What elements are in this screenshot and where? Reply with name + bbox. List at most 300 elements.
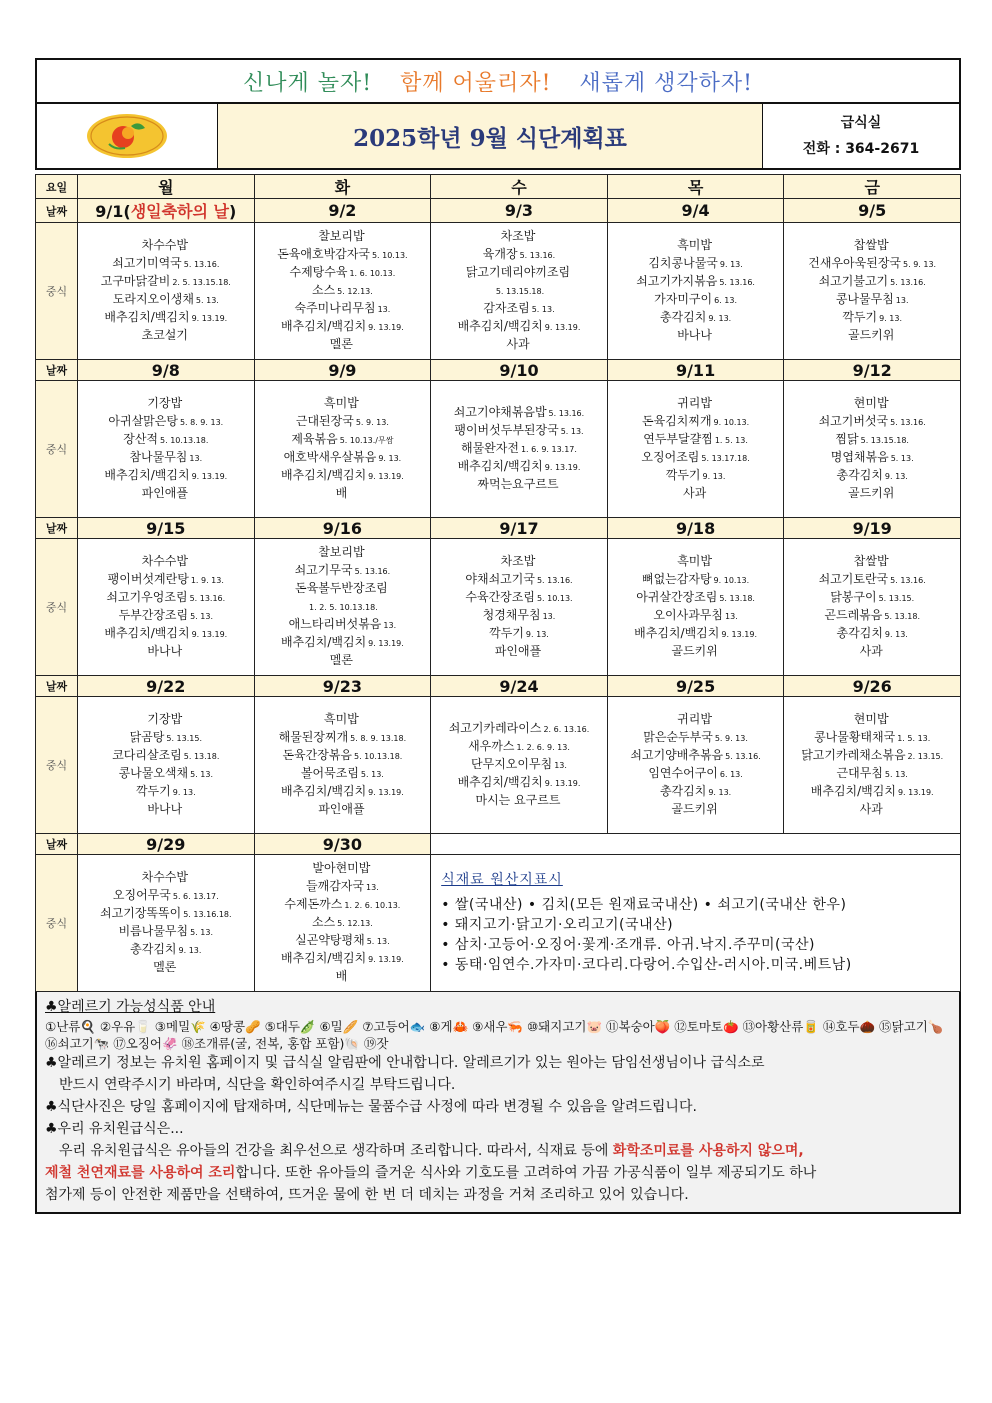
day-thu: 목 [607, 175, 784, 199]
allergy-code: 9. 13. [879, 314, 903, 323]
allergy-code: 5. 12.13. [337, 287, 373, 296]
empty-cell [431, 834, 961, 855]
meal-row [36, 381, 961, 518]
menu-item: 배추김치/백김치 9. 13.19. [280, 784, 404, 798]
allergy-code: 5. 13.16.18. [183, 910, 232, 919]
meal-label: 중식 [36, 223, 78, 360]
day-wed: 수 [431, 175, 608, 199]
date-cell: 9/23 [254, 676, 431, 697]
menu-item: 수제탕수육 1. 6. 10.13. [289, 265, 396, 279]
menu-item: 쇠고기미역국 5. 13.16. [112, 256, 220, 270]
menu-item: 오징어무국 5. 6. 13.17. [112, 888, 219, 902]
allergy-code: 5. 13.16. [890, 278, 926, 287]
menu-item: 배추김치/백김치 9. 13.19. [280, 468, 404, 482]
allergy-info-1: ♣알레르기 정보는 유치원 홈페이지 및 급식실 알림판에 안내합니다. 알레르기가 있는 원아는 담임선생님이나 급식소로 [45, 1055, 765, 1071]
our-meal-text-3: 첨가제 등이 안전한 제품만을 선택하여, 뜨거운 물에 한 번 더 데치는 과정을 거쳐 조리하고 있어 있습니다. [45, 1187, 689, 1203]
allergy-code: 1. 6. 9. 13.17. [520, 445, 577, 454]
menu-item: 기장밥 [147, 712, 183, 726]
menu-item: 쇠고기카레라이스 2. 6. 13.16. [448, 721, 590, 735]
menu-item: 해물완자전 1. 6. 9. 13.17. [461, 441, 577, 455]
contact-info [763, 104, 959, 168]
birthday-highlight: 생일축하의 날 [130, 202, 229, 221]
date-row [36, 199, 961, 223]
allergy-info-2: 반드시 연락주시기 바라며, 식단을 확인하여주시길 부탁드립니다. [59, 1077, 456, 1093]
menu-item: 배추김치/백김치 9. 13.19. [280, 319, 404, 333]
allergy-code: 5. 10.13.18. [354, 752, 403, 761]
meal-cell [784, 381, 961, 518]
allergy-code: 5. 13.16. [189, 594, 226, 603]
menu-item: 실곤약탕평채 5. 13. [295, 933, 390, 947]
allergy-code: 5. 9. 13. [355, 418, 389, 427]
allergy-code: 13. [383, 621, 397, 630]
header [35, 104, 961, 170]
allergy-code: 5. 13.18. [719, 594, 755, 603]
date-row [36, 676, 961, 697]
meal-cell [784, 223, 961, 360]
menu-item: 근대무침 5. 13. [836, 766, 908, 780]
menu-item: 쇠고기우엉조림 5. 13.16. [106, 590, 226, 604]
meal-cell [254, 855, 431, 992]
menu-item: 차수수밥 [141, 238, 188, 252]
menu-item: 현미밥 [853, 396, 889, 410]
allergy-code: 9. 13. [884, 630, 908, 639]
allergy-code: 5. 10.13. [536, 594, 573, 603]
meal-label: 중식 [36, 381, 78, 518]
menu-item: 사과 [506, 337, 530, 351]
allergy-code: 1. 5. 13. [714, 436, 748, 445]
allergy-code: 5. 13. [195, 296, 219, 305]
menu-item: 아귀살맑은탕 5. 8. 9. 13. [108, 414, 224, 428]
menu-item: 차조밥 [500, 554, 536, 568]
allergy-code: 9. 13. [378, 454, 402, 463]
meal-cell [607, 697, 784, 834]
menu-item: 닭곰탕 5. 13.15. [129, 730, 202, 744]
menu-item: 흑미밥 [324, 396, 359, 410]
menu-item: 근대된장국 5. 9. 13. [295, 414, 389, 428]
menu-item: 콩나물황태채국 1. 5. 13. [814, 730, 931, 744]
origin-line: • 삼치·고등어·오징어·꽃게·조개류. 아귀.낙지.주꾸미(국산) [441, 937, 815, 953]
menu-item: 야채쇠고기국 5. 13.16. [465, 572, 573, 586]
allergy-code: 13. [724, 612, 738, 621]
menu-item: 소스 5. 12.13. [311, 915, 373, 929]
menu-item: 배추김치/백김치 9. 13.19. [457, 319, 581, 333]
date-cell: 9/22 [78, 676, 255, 697]
menu-item: 깍두기 9. 13. [842, 310, 903, 324]
meal-cell [607, 539, 784, 676]
day-tue: 화 [254, 175, 431, 199]
menu-item: 사과 [682, 486, 707, 500]
menu-item: 팽이버섯계란탕 1. 9. 13. [107, 572, 224, 586]
allergy-code: 5. 13. [890, 454, 914, 463]
date-cell: 9/17 [431, 518, 608, 539]
meal-cell [431, 539, 608, 676]
meal-label: 중식 [36, 855, 78, 992]
menu-item: 연두부달걀찜 1. 5. 13. [643, 432, 748, 446]
menu-item: 제육볶음 5. 10.13./무쌈 [291, 432, 394, 446]
date-cell: 9/3 [431, 199, 608, 223]
menu-item: 골드키위 [671, 802, 718, 816]
date-cell: 9/29 [78, 834, 255, 855]
allergy-code: 13. [189, 454, 203, 463]
date-cell: 9/25 [607, 676, 784, 697]
slogan-1: 신나게 놀자! [242, 70, 373, 96]
allergy-code: 5. 13.16. [725, 752, 761, 761]
allergy-code: 5. 13.16. [354, 567, 391, 576]
allergy-code: 5. 13.15. [878, 594, 915, 603]
allergy-code: 9. 13.19. [191, 472, 228, 481]
menu-item: 쇠고기토란국 5. 13.16. [818, 572, 926, 586]
date-cell: 9/12 [784, 360, 961, 381]
menu-item: 배추김치/백김치 9. 13.19. [104, 468, 228, 482]
menu-item: 골드키위 [848, 486, 895, 500]
menu-item: 쇠고기야채볶음밥 5. 13.16. [453, 405, 585, 419]
menu-item: 현미밥 [853, 712, 889, 726]
menu-item: 감자조림 5. 13. [483, 301, 555, 315]
menu-item: 임연수어구이 6. 13. [648, 766, 743, 780]
allergy-code: 5. 13.15.18. [860, 436, 909, 445]
menu-item: 건새우아욱된장국 5. 9. 13. [808, 256, 937, 270]
allergy-code: 5. 8. 9. 13. [179, 418, 224, 427]
allergy-code: 5. 13.16. [183, 260, 220, 269]
allergy-code: 5. 13.18. [183, 752, 220, 761]
allergy-code: 9. 13.19. [544, 323, 581, 332]
allergy-code: 6. 13. [719, 770, 743, 779]
menu-item: 사과 [859, 802, 883, 816]
date-row [36, 360, 961, 381]
allergy-code: 1. 5. 13. [897, 734, 931, 743]
slogan-bar [35, 58, 961, 104]
menu-item: 돈육볼두반장조림 [295, 581, 388, 595]
allergy-code: 5. 10.13.18. [160, 436, 209, 445]
date-label: 날짜 [36, 676, 78, 697]
menu-item: 쇠고기가지볶음 5. 13.16. [636, 274, 755, 288]
meal-cell [431, 697, 608, 834]
menu-item: 곤드레볶음 5. 13.18. [824, 608, 920, 622]
allergy-code: 5. 13.15. [166, 734, 202, 743]
menu-item: 볼어묵조림 5. 13. [300, 766, 384, 780]
menu-item: 숙주미나리무침 13. [294, 301, 391, 315]
allergy-code: 9. 10.13. [713, 576, 750, 585]
allergy-code: 9. 13. [708, 788, 732, 797]
menu-item: 차조밥 [500, 229, 536, 243]
menu-item: 바나나 [677, 328, 712, 342]
allergy-code: 5. 8. 9. 13.18. [350, 734, 407, 743]
meal-label: 중식 [36, 539, 78, 676]
meal-cell [78, 697, 255, 834]
date-cell: 9/1(생일축하의 날) [78, 199, 255, 223]
allergy-code: 9. 13.19. [544, 779, 581, 788]
allergy-code: 9. 13.19. [544, 463, 581, 472]
allergy-code: 9. 13.19. [897, 788, 934, 797]
date-row [36, 518, 961, 539]
menu-item: 배추김치/백김치 9. 13.19. [457, 775, 581, 789]
menu-item: 찰보리밥 [318, 229, 365, 243]
meal-cell [784, 539, 961, 676]
allergy-code: 5. 6. 13.17. [172, 892, 219, 901]
meal-cell [607, 381, 784, 518]
allergy-code: 9. 13.19. [191, 630, 228, 639]
allergy-code: 13. [542, 612, 556, 621]
menu-item: 배 [335, 486, 348, 500]
menu-item: 차수수밥 [141, 870, 188, 884]
date-row [36, 834, 961, 855]
meal-cell [254, 223, 431, 360]
allergy-code: 9. 13. [172, 788, 196, 797]
date-cell: 9/19 [784, 518, 961, 539]
allergy-code: 1. 2. 6. 9. 13. [516, 743, 570, 752]
menu-item: 닭고기카레채소볶음 2. 13.15. [801, 748, 944, 762]
slogan-3: 새롭게 생각하자! [579, 70, 754, 96]
menu-item: 마시는 요구르트 [475, 793, 561, 807]
origin-info [431, 855, 961, 992]
menu-item: 가자미구이 6. 13. [654, 292, 738, 306]
origin-line: • 돼지고기·닭고기·오리고기(국내산) [441, 917, 674, 933]
menu-item: 애호박새우살볶음 9. 13. [283, 450, 402, 464]
menu-item: 배 [335, 969, 348, 983]
menu-item: 찰보리밥 [318, 545, 365, 559]
menu-item: 김치콩나물국 9. 13. [648, 256, 743, 270]
allergy-heading: ♣알레르기 가능성식품 안내 [45, 999, 216, 1015]
meal-cell [78, 223, 255, 360]
allergy-code: 13. [377, 305, 391, 314]
meal-cell [784, 697, 961, 834]
allergy-code: 13. [895, 296, 909, 305]
kindergarten-logo [37, 104, 218, 168]
allergy-code: 5. 13. [190, 612, 214, 621]
menu-item: 흑미밥 [677, 554, 712, 568]
menu-item: 소스 5. 12.13. [311, 283, 373, 297]
allergy-code: 9. 13.19. [368, 639, 404, 648]
allergy-code: 5. 13.17.18. [701, 454, 750, 463]
allergy-code: 5. 13.18. [884, 612, 920, 621]
allergy-code: 2. 13.15. [907, 752, 944, 761]
date-cell: 9/26 [784, 676, 961, 697]
menu-item: 파인애플 [494, 644, 542, 658]
allergy-code: 5. 10.13. [371, 251, 408, 260]
day-mon: 월 [78, 175, 255, 199]
meal-row [36, 539, 961, 676]
day-label: 요일 [36, 175, 78, 199]
menu-item: 쇠고기무국 5. 13.16. [294, 563, 391, 577]
menu-item: 차수수밥 [141, 554, 188, 568]
menu-item: 들깨감자국 13. [306, 879, 379, 893]
day-fri: 금 [784, 175, 961, 199]
menu-item: 기장밥 [147, 396, 183, 410]
menu-item: 아귀살간장조림 5. 13.18. [636, 590, 755, 604]
allergy-code: 5. 13. [190, 928, 214, 937]
menu-item: 흑미밥 [677, 238, 712, 252]
meal-cell [78, 381, 255, 518]
menu-item [255, 598, 431, 616]
date-cell: 9/15 [78, 518, 255, 539]
date-label: 날짜 [36, 199, 78, 223]
menu-item: 배추김치/백김치 9. 13.19. [280, 951, 404, 965]
menu-item: 총각김치 9. 13. [836, 626, 908, 640]
menu-item: 육개장 5. 13.16. [482, 247, 556, 261]
date-cell: 9/4 [607, 199, 784, 223]
menu-item: 발아현미밥 [312, 861, 371, 875]
meal-label: 중식 [36, 697, 78, 834]
meal-cell [431, 223, 608, 360]
allergy-code: 2. 5. 13.15.18. [172, 278, 231, 287]
allergy-code: 2. 6. 13.16. [543, 725, 590, 734]
allergy-code: 9. 13. [884, 472, 908, 481]
menu-item: 파인애플 [141, 486, 188, 500]
menu-item: 닭고기데리야끼조림 [465, 265, 571, 279]
meal-row [36, 855, 961, 992]
menu-item [431, 282, 607, 300]
allergy-code: 5. 9. 13. [903, 260, 937, 269]
date-cell: 9/5 [784, 199, 961, 223]
menu-item: 쇠고기버섯국 5. 13.16. [818, 414, 926, 428]
allergy-code: 9. 13. [708, 314, 732, 323]
date-cell: 9/11 [607, 360, 784, 381]
our-meal-text-1: 우리 유치원급식은 유아들의 건강을 최우선으로 생각하며 조리합니다. 따라서, 식재료 등에 화학조미료를 사용하지 않으며, [59, 1143, 804, 1159]
menu-item: 장산적 5. 10.13.18. [123, 432, 209, 446]
meal-cell [607, 223, 784, 360]
meal-cell [254, 539, 431, 676]
allergy-code: 5. 13.16. [519, 251, 556, 260]
menu-item: 명엽채볶음 5. 13. [830, 450, 914, 464]
menu-item: 멜론 [329, 337, 353, 351]
menu-item: 쇠고기장똑똑이 5. 13.16.18. [100, 906, 232, 920]
menu-item: 초코설기 [141, 328, 188, 342]
menu-item: 뼈없는감자탕 9. 10.13. [641, 572, 750, 586]
photo-info: ♣식단사진은 당일 홈페이지에 탑재하며, 식단메뉴는 물품수급 사정에 따라 변경될 수 있음을 알려드립니다. [45, 1099, 697, 1115]
allergy-code: 5. 13.16. [536, 576, 573, 585]
date-cell: 9/8 [78, 360, 255, 381]
menu-item: 청경채무침 13. [482, 608, 556, 622]
allergy-code: 5. 13. [531, 305, 555, 314]
menu-item: 팽이버섯두부된장국 5. 13. [454, 423, 584, 437]
menu-item: 돈육애호박감자국 5. 10.13. [277, 247, 408, 261]
allergy-list: ①난류🍳 ②우유🥛 ③메밀🌾 ④땅콩🥜 ⑤대두🫛 ⑥밀🥖 ⑦고등어🐟 ⑧게🦀 ⑨새우🦐 ⑩돼지고기🐷 ⑪복숭아🍑 ⑫토마토🍅 ⑬아황산류🥫 ⑭호두🌰 ⑮닭고기🍗 ⑯쇠고기🐄 ⑰오징어🦑 ⑱조개류(굴, 전복, 홍합 포함)🐚 ⑲잣 [45, 1019, 944, 1051]
allergy-code: 5. 13. [190, 770, 214, 779]
allergy-code: 13. [366, 883, 379, 892]
menu-item: 멜론 [329, 653, 353, 667]
allergy-code: 9. 13.19. [191, 314, 228, 323]
allergy-code: 9. 10.13. [713, 418, 750, 427]
menu-item: 배추김치/백김치 9. 13.19. [457, 459, 581, 473]
menu-item: 찜닭 5. 13.15.18. [835, 432, 909, 446]
date-cell: 9/10 [431, 360, 608, 381]
menu-page [35, 58, 961, 1214]
allergy-code: 9. 13. [702, 472, 726, 481]
allergy-code: 5. 13. [366, 937, 390, 946]
meal-cell [78, 539, 255, 676]
menu-item: 코다리살조림 5. 13.18. [112, 748, 220, 762]
allergy-code: 9. 13. [178, 946, 202, 955]
logo-emblem-icon [85, 112, 169, 160]
menu-item: 찹쌀밥 [853, 554, 889, 568]
allergy-code: 1. 2. 5. 10.13.18. [309, 603, 378, 612]
allergy-code: 13. [554, 761, 567, 770]
allergy-code: 1. 6. 10.13. [349, 269, 396, 278]
allergy-code: 5. 9. 13. [714, 734, 748, 743]
menu-item: 맑은순두부국 5. 9. 13. [643, 730, 748, 744]
menu-item: 배추김치/백김치 9. 13.19. [104, 310, 228, 324]
menu-item: 바나나 [147, 802, 183, 816]
allergy-code: 5. 13.16. [890, 418, 926, 427]
meal-row [36, 223, 961, 360]
origin-title: 식재료 원산지표시 [441, 872, 563, 888]
office-label: 급식실 [840, 115, 882, 131]
page-title: 2025학년 9월 식단계획표 [218, 104, 763, 168]
menu-item: 두부간장조림 5. 13. [118, 608, 214, 622]
menu-item: 배추김치/백김치 9. 13.19. [104, 626, 228, 640]
date-cell: 9/16 [254, 518, 431, 539]
allergy-code: 5. 13. [360, 770, 384, 779]
menu-item: 흑미밥 [324, 712, 359, 726]
menu-item: 배추김치/백김치 9. 13.19. [810, 784, 934, 798]
menu-item: 배추김치/백김치 9. 13.19. [280, 635, 404, 649]
menu-item: 새우까스 1. 2. 6. 9. 13. [468, 739, 570, 753]
allergy-code: 1. 2. 6. 10.13. [344, 901, 401, 910]
menu-item: 깍두기 9. 13. [665, 468, 726, 482]
date-label: 날짜 [36, 360, 78, 381]
menu-item: 쇠고기양배추볶음 5. 13.16. [630, 748, 761, 762]
date-label: 날짜 [36, 518, 78, 539]
allergy-code: 9. 13. [525, 630, 549, 639]
date-cell: 9/24 [431, 676, 608, 697]
allergy-code: 1. 9. 13. [190, 576, 224, 585]
allergy-code: 6. 13. [714, 296, 738, 305]
menu-item: 수제돈까스 1. 2. 6. 10.13. [284, 897, 401, 911]
menu-item: 콩나물무침 13. [835, 292, 909, 306]
notes-section [35, 992, 961, 1214]
allergy-code: 9. 13.19. [721, 630, 757, 639]
allergy-code: 9. 13. [719, 260, 743, 269]
allergy-code: 5. 13. [560, 427, 584, 436]
meal-plan-table [35, 174, 961, 992]
meal-cell [431, 381, 608, 518]
allergy-code: 5. 13.15.18. [495, 287, 545, 296]
menu-item: 골드키위 [848, 328, 895, 342]
menu-item: 배추김치/백김치 9. 13.19. [634, 626, 757, 640]
menu-item: 닭봉구이 5. 13.15. [830, 590, 915, 604]
allergy-code: 5. 13.16. [548, 409, 585, 418]
menu-item: 수육간장조림 5. 10.13. [465, 590, 573, 604]
menu-item: 고구마닭갈비 2. 5. 13.15.18. [100, 274, 231, 288]
allergy-code: 9. 13.19. [368, 472, 404, 481]
slogan-2: 함께 어울리자! [400, 70, 552, 96]
menu-item: 깍두기 9. 13. [489, 626, 549, 640]
menu-item: 총각김치 9. 13. [836, 468, 908, 482]
menu-item: 총각김치 9. 13. [659, 784, 732, 798]
menu-item: 총각김치 9. 13. [659, 310, 732, 324]
date-cell: 9/18 [607, 518, 784, 539]
allergy-code: 5. 10.13./무쌈 [339, 436, 394, 445]
menu-item: 골드키위 [671, 644, 718, 658]
menu-item: 오징어조림 5. 13.17.18. [641, 450, 750, 464]
phone-number: 전화 : 364-2671 [802, 141, 920, 157]
menu-item: 바나나 [147, 644, 183, 658]
menu-item: 참나물무침 13. [129, 450, 203, 464]
menu-item: 사과 [859, 644, 883, 658]
origin-line: • 쌀(국내산) • 김치(모든 원재료국내산) • 쇠고기(국내산 한우) [441, 897, 847, 913]
menu-item: 해물된장찌개 5. 8. 9. 13.18. [278, 730, 407, 744]
date-cell: 9/30 [254, 834, 431, 855]
menu-item: 돈육간장볶음 5. 10.13.18. [282, 748, 403, 762]
weekday-header-row [36, 175, 961, 199]
allergy-code: 5. 12.13. [337, 919, 373, 928]
allergy-code: 5. 13.16. [719, 278, 755, 287]
menu-item: 총각김치 9. 13. [130, 942, 202, 956]
allergy-code: 5. 13.16. [890, 576, 926, 585]
menu-item: 멜론 [153, 960, 177, 974]
date-cell: 9/9 [254, 360, 431, 381]
meal-cell [78, 855, 255, 992]
